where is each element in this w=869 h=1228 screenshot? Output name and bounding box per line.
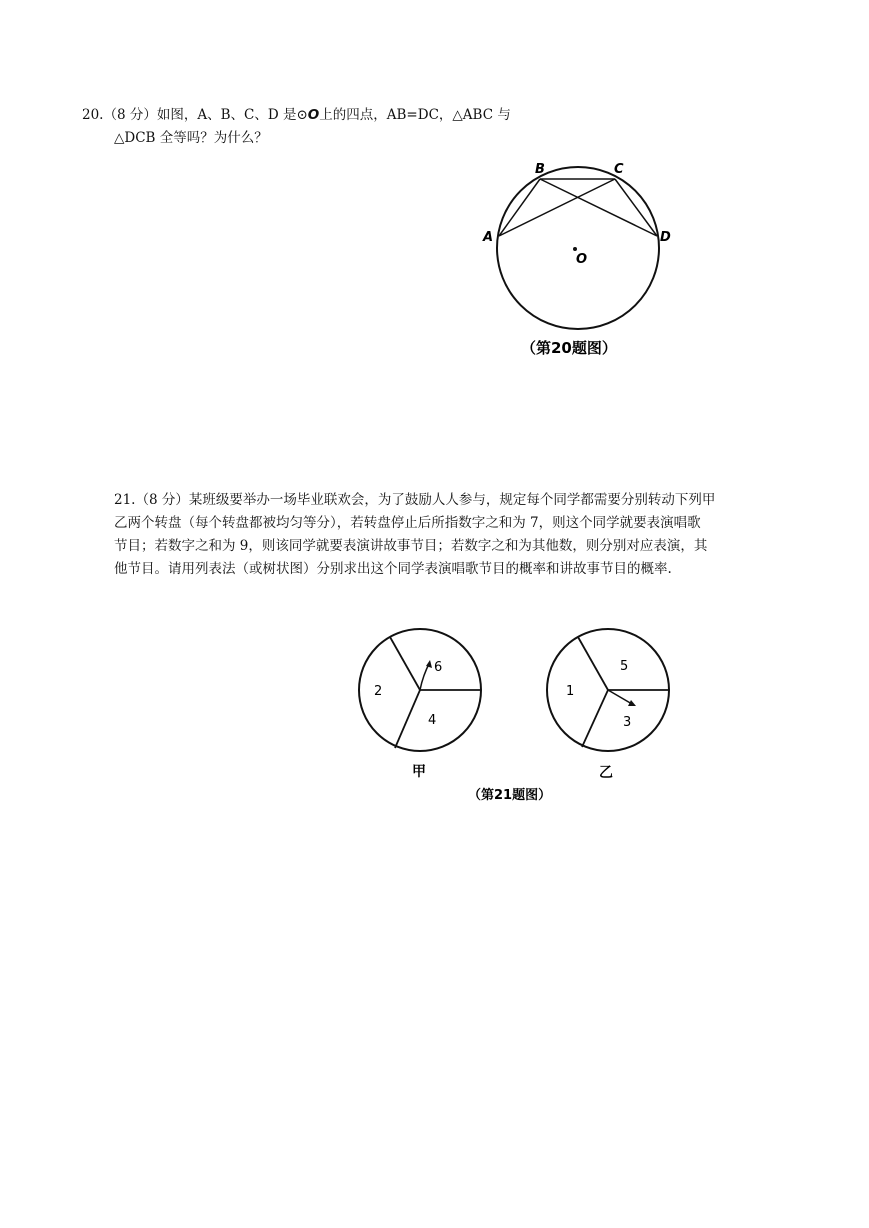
segment-dc bbox=[615, 179, 657, 236]
spinner-jia-number-6: 6 bbox=[434, 660, 443, 675]
circle-o bbox=[497, 167, 659, 329]
spinner-yi-divider-2 bbox=[578, 637, 608, 690]
center-point bbox=[573, 247, 577, 251]
spinner-jia-name: 甲 bbox=[412, 764, 426, 780]
q21-figure-caption: （第21题图） bbox=[468, 788, 552, 803]
spinner-jia bbox=[359, 629, 481, 780]
spinner-jia-number-2: 2 bbox=[374, 684, 383, 699]
q20-circle-figure bbox=[475, 155, 695, 370]
label-d: D bbox=[660, 230, 671, 245]
q20-circle-name: O bbox=[307, 107, 320, 123]
q21-spinners-figure bbox=[350, 620, 680, 810]
spinner-yi-number-1: 1 bbox=[566, 684, 575, 699]
q20-figure-caption: （第20题图） bbox=[521, 339, 617, 357]
q21-line-1: 21.（8 分）某班级要举办一场毕业联欢会，为了鼓励人人参与，规定每个同学都需要分别转动下列甲 bbox=[114, 492, 716, 508]
q20-line-1-prefix: 20.（8 分）如图，A、B、C、D 是⊙ bbox=[82, 107, 308, 123]
q20-line-1-suffix: 上的四点，AB=DC，△ABC 与 bbox=[319, 107, 511, 123]
label-b: B bbox=[535, 162, 545, 177]
q21-line-2: 乙两个转盘（每个转盘都被均匀等分），若转盘停止后所指数字之和为 7，则这个同学就要表演唱歌 bbox=[114, 515, 701, 531]
q20-line-2: △DCB 全等吗？为什么？ bbox=[114, 130, 268, 146]
q21-text bbox=[114, 489, 794, 581]
spinner-jia-divider-3 bbox=[395, 690, 420, 748]
spinner-jia-number-4: 4 bbox=[428, 713, 437, 728]
label-c: C bbox=[614, 162, 624, 177]
spinner-yi-divider-3 bbox=[582, 690, 608, 747]
label-a: A bbox=[483, 230, 494, 245]
spinner-yi-pointer-icon bbox=[608, 690, 632, 704]
spinner-jia-divider-2 bbox=[390, 637, 420, 690]
segment-ab bbox=[499, 179, 540, 236]
label-o: O bbox=[576, 252, 588, 267]
spinner-yi bbox=[547, 629, 669, 781]
q21-line-3: 节目；若数字之和为 9，则该同学就要表演讲故事节目；若数字之和为其他数，则分别对应表演，其 bbox=[114, 538, 708, 554]
q20-line-1 bbox=[82, 104, 511, 127]
q21-line-4: 他节目。请用列表法（或树状图）分别求出这个同学表演唱歌节目的概率和讲故事节目的概率. bbox=[114, 561, 672, 577]
spinner-yi-number-5: 5 bbox=[620, 659, 629, 674]
spinner-yi-number-3: 3 bbox=[623, 715, 632, 730]
spinner-yi-name: 乙 bbox=[599, 765, 613, 781]
